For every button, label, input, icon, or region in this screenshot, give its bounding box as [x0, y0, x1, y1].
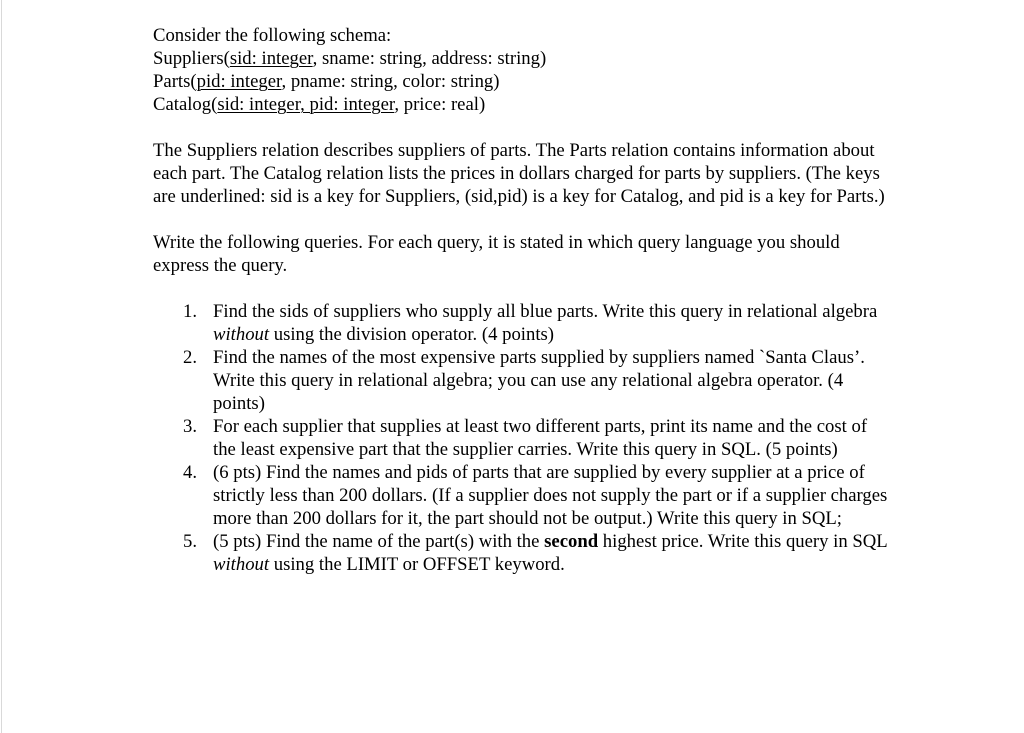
schema-block	[153, 24, 888, 116]
instructions-text: Write the following queries. For each query, it is stated in which query language you should express the query.	[153, 232, 840, 276]
question-emphasis: without	[213, 324, 270, 345]
question-text: (5 pts) Find the name of the part(s) with the	[213, 531, 545, 552]
parts-key: pid: integer	[196, 71, 282, 92]
parts-name: Parts(	[153, 71, 197, 92]
catalog-name: Catalog(	[153, 94, 218, 115]
suppliers-rest: , sname: string, address: string)	[312, 48, 547, 69]
parts-rest: , pname: string, color: string)	[281, 71, 500, 92]
question-item-2	[153, 346, 888, 415]
suppliers-name: Suppliers(	[153, 48, 230, 69]
question-number: 1.	[183, 301, 198, 322]
question-text: For each supplier that supplies at least two different parts, print its name and the cost of the least expensive part that the supplier carries. Write this query in SQL. (5 points)	[213, 416, 868, 460]
schema-intro: Consider the following schema:	[153, 25, 392, 46]
question-number: 3.	[183, 416, 198, 437]
question-list	[153, 300, 888, 576]
suppliers-key: sid: integer	[229, 48, 313, 69]
description-text: The Suppliers relation describes suppliers of parts. The Parts relation contains information about each part. The Catalog relation lists the prices in dollars charged for parts by suppliers. (The keys are underlined: sid is a key for Suppliers, (sid,pid) is a key for Catalog, and pid is a key for Parts.)	[153, 140, 885, 207]
catalog-key: sid: integer, pid: integer	[217, 94, 395, 115]
question-text: using the division operator. (4 points)	[269, 324, 555, 345]
question-text: (6 pts) Find the names and pids of parts that are supplied by every supplier at a price of strictly less than 200 dollars. (If a supplier does not supply the part or if a supplier charges more than 200 dollars for it, the part should not be output.) Write this query in SQL;	[213, 462, 888, 529]
question-item-1	[153, 300, 888, 346]
question-text: using the LIMIT or OFFSET keyword.	[269, 554, 565, 575]
catalog-rest: , price: real)	[394, 94, 486, 115]
instructions-paragraph	[153, 231, 888, 277]
document-content	[153, 24, 888, 576]
question-text: Find the names of the most expensive parts supplied by suppliers named `Santa Claus’. Write this query in relational algebra; you can use any relational algebra operator. (4 points)	[213, 347, 865, 414]
question-text: Find the sids of suppliers who supply all blue parts. Write this query in relational algebra	[213, 301, 878, 322]
schema-suppliers	[153, 47, 888, 70]
question-item-4	[153, 461, 888, 530]
question-number: 5.	[183, 531, 198, 552]
page-left-border	[1, 0, 2, 733]
question-number: 2.	[183, 347, 198, 368]
question-emphasis: without	[213, 554, 270, 575]
schema-parts	[153, 70, 888, 93]
question-item-3	[153, 415, 888, 461]
question-text: highest price. Write this query in SQL	[598, 531, 887, 552]
question-bold: second	[544, 531, 599, 552]
schema-catalog	[153, 93, 888, 116]
question-item-5	[153, 530, 888, 576]
description-paragraph	[153, 139, 888, 208]
question-number: 4.	[183, 462, 198, 483]
